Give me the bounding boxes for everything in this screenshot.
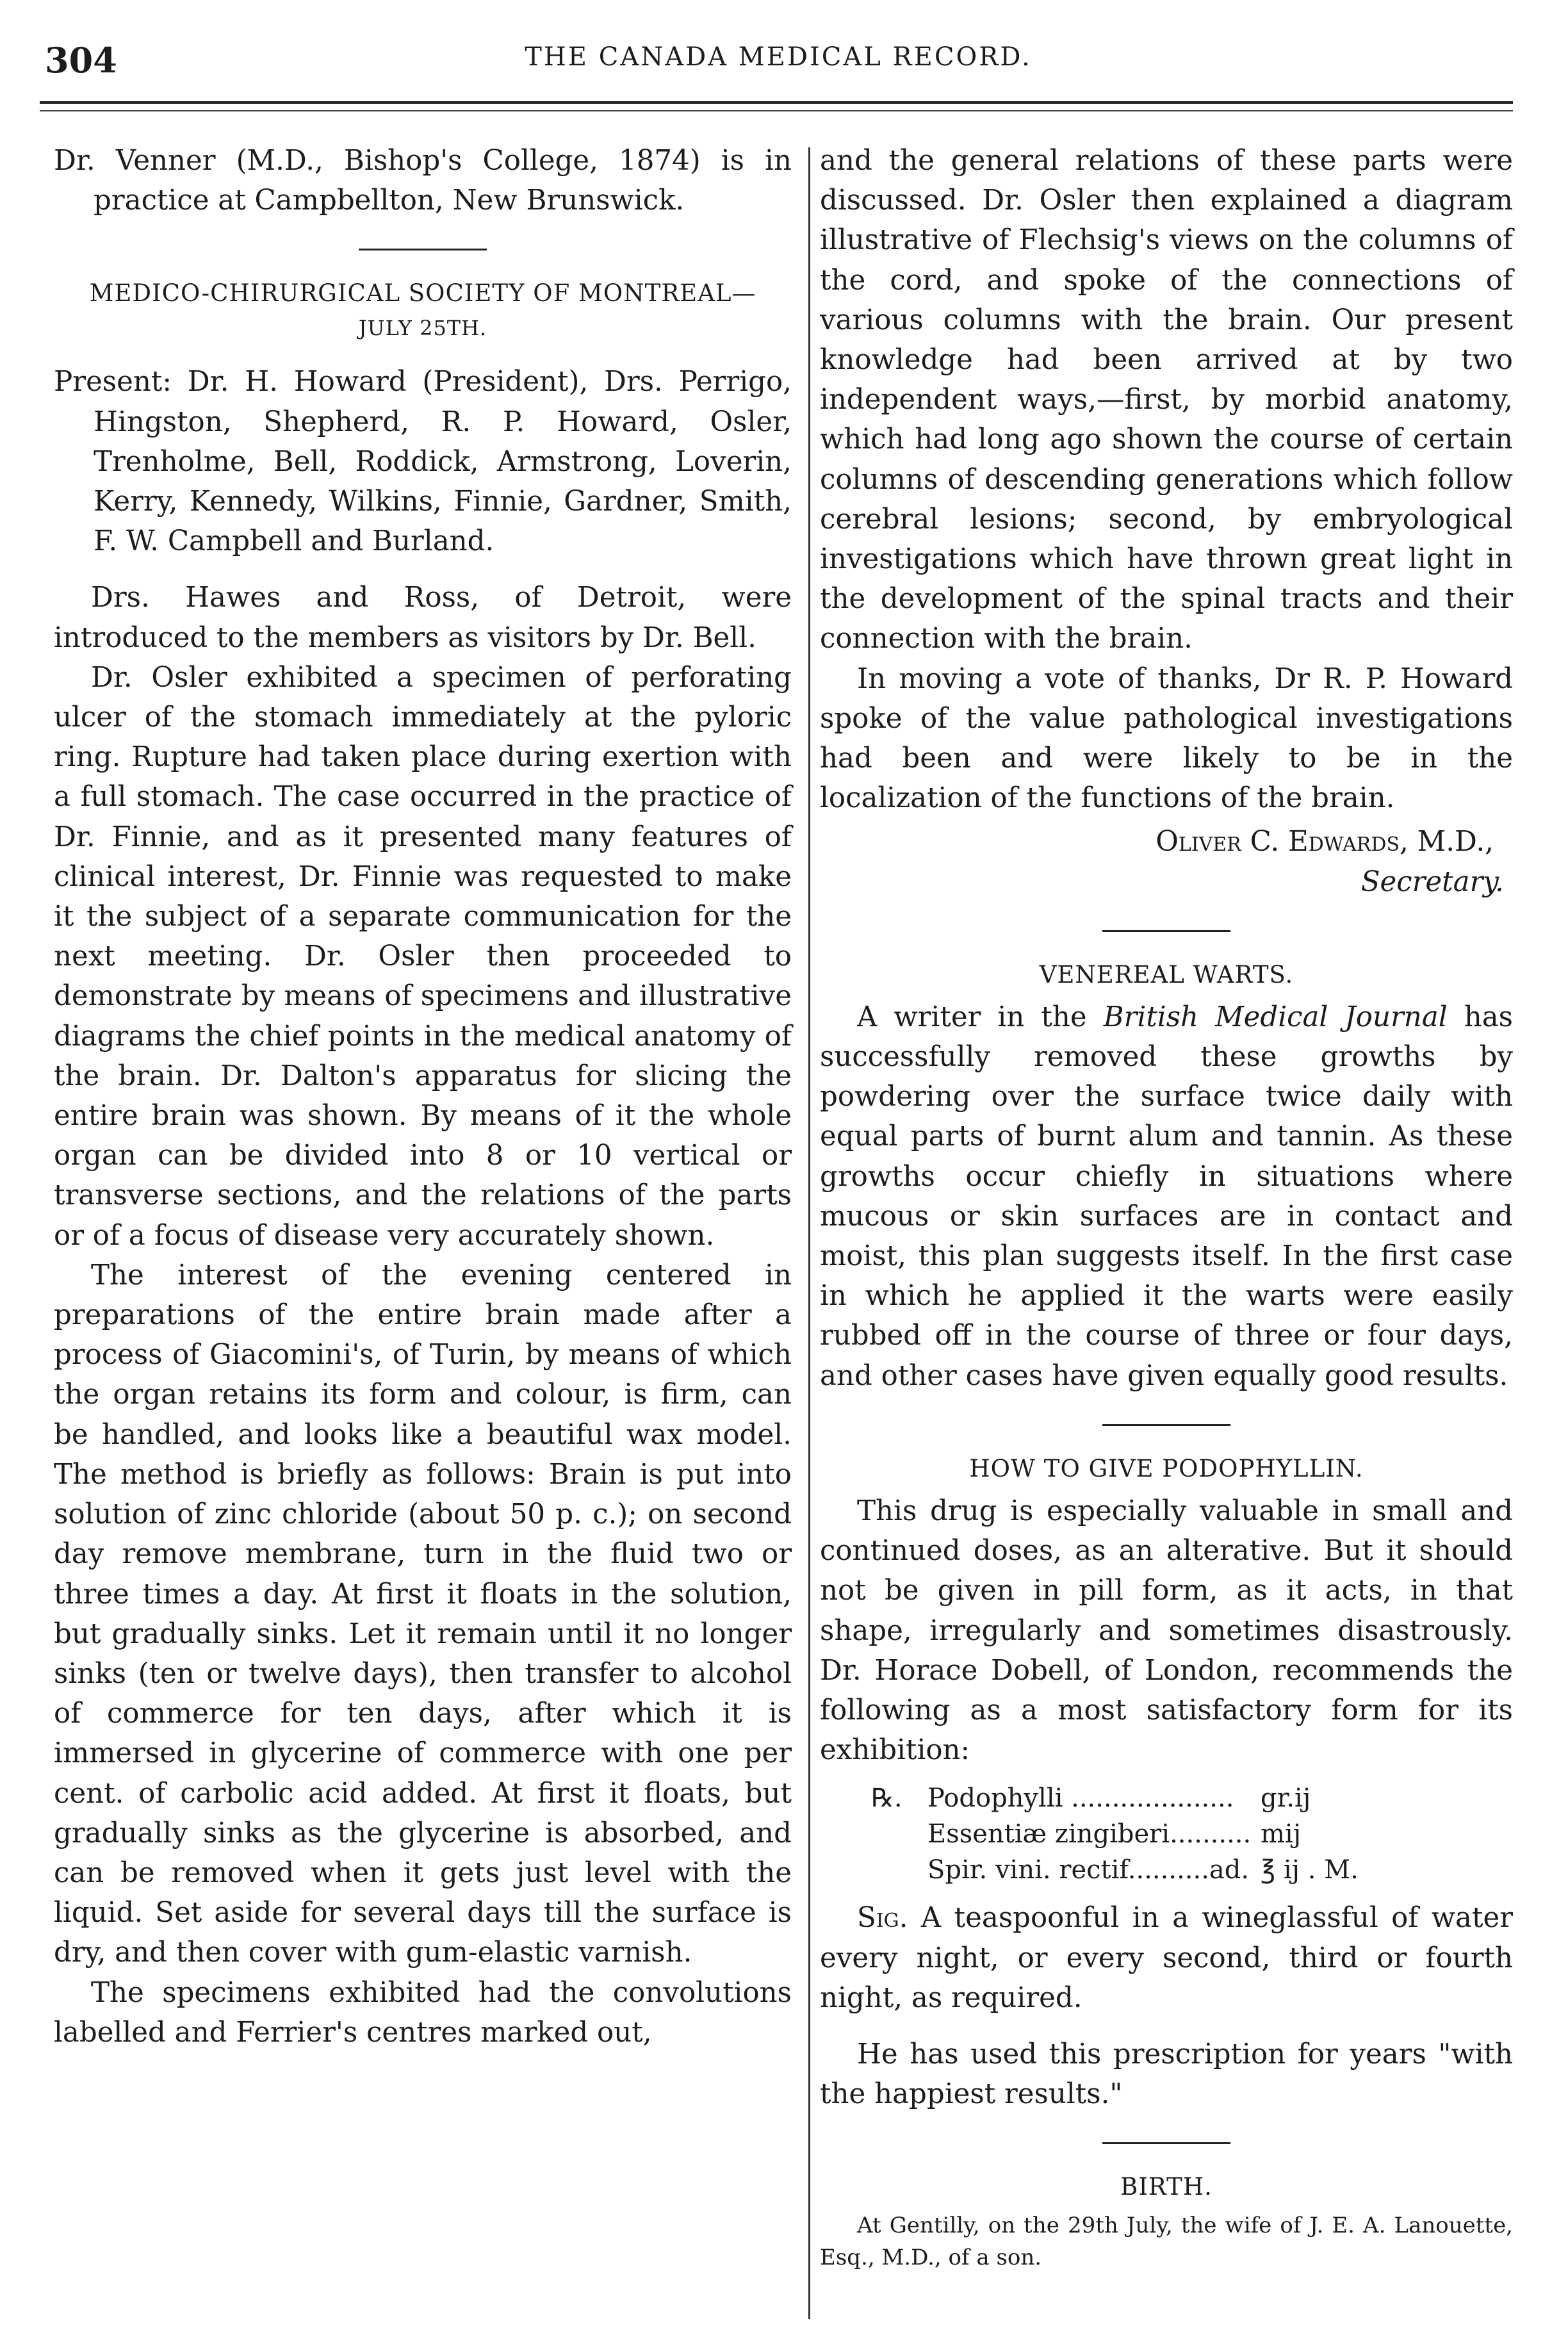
section-separator xyxy=(1102,1424,1230,1426)
society-heading: MEDICO-CHIRURGICAL SOCIETY OF MONTREAL— xyxy=(89,279,756,307)
ingredient-dose: mij xyxy=(1261,1819,1302,1849)
right-column xyxy=(820,141,1513,2274)
paragraph-sig xyxy=(820,1898,1513,2018)
paragraph-vote-of-thanks: In moving a vote of thanks, Dr R. P. Howard spoke of the value pathological investigations had been and were likely to be in the localization of the functions of the brain. xyxy=(820,662,1513,815)
prescription-line xyxy=(871,1780,1513,1816)
recipe-symbol: ℞. xyxy=(871,1783,902,1814)
section-separator xyxy=(1102,2142,1230,2144)
ingredient-dose: ℥ ij . M. xyxy=(1261,1855,1359,1885)
sig-label: Sig. xyxy=(857,1902,908,1935)
page-number: 304 xyxy=(45,40,117,81)
column-divider xyxy=(808,147,810,2319)
page-header xyxy=(45,35,1512,86)
venereal-warts-heading: VENEREAL WARTS. xyxy=(1039,960,1294,988)
left-column xyxy=(54,141,792,2053)
ingredient-name: Essentiæ zingiberi.......... xyxy=(927,1819,1252,1849)
ingredient-name: Spir. vini. rectif..........ad. xyxy=(927,1855,1250,1885)
paragraph-birth: At Gentilly, on the 29th July, the wife of J. E. A. Lanouette, Esq., M.D., of a son. xyxy=(820,2213,1513,2271)
section-separator xyxy=(1102,930,1230,932)
birth-heading: BIRTH. xyxy=(1120,2173,1213,2201)
paragraph-podophyllin: This drug is especially valuable in small and continued doses, as an alterative. But it should not be given in pill form, as it acts, in that shape, irregularly and sometimes disastrously. Dr. Horace Dobell, of London, recommends the following as a most satisfactory form for its exhibition: xyxy=(820,1495,1513,1767)
journal-title: British Medical Journal xyxy=(1103,1001,1448,1033)
warts-text-rest: has successfully removed these growths by powdering over the surface twice daily with equal parts of burnt alum and tannin. As these growths occur chiefly in situations where mucous or skin surfaces are in contact and moist, this plan suggests itself. In the first case in which he applied it the warts were easily rubbed off in the course of three or four days, and other cases have given equally good results. xyxy=(820,1001,1513,1392)
header-rule xyxy=(40,101,1513,104)
warts-text-start: A writer in the xyxy=(857,1001,1104,1033)
prescription-line xyxy=(871,1852,1513,1888)
paragraph-osler: Dr. Osler exhibited a specimen of perforating ulcer of the stomach immediately at the pyloric ring. Rupture had taken place during exertion with a full stomach. The case occurred in the practice of Dr. Finnie, and as it presented many features of clinical interest, Dr. Finnie was requested to make it the subject of a separate communication for the next meeting. Dr. Osler then proceeded to demonstrate by means of specimens and illustrative diagrams the chief points in the medical anatomy of the brain. Dr. Dalton's apparatus for slicing the entire brain was shown. By means of it the whole organ can be divided into 8 or 10 vertical or transverse sections, and the relations of the parts or of a focus of disease very accurately shown. xyxy=(54,661,792,1252)
paragraph-present: Present: Dr. H. Howard (President), Drs. Perrigo, Hingston, Shepherd, R. P. Howard, Osler, Trenholme, Bell, Roddick, Armstrong, Loverin, Kerry, Kennedy, Wilkins, Finnie, Gardner, Smith, F. W. Campbell and Burland. xyxy=(54,366,792,558)
recipe-symbol xyxy=(871,1816,927,1852)
header-rule-secondary xyxy=(40,110,1513,111)
paragraph-specimens: The specimens exhibited had the convolutions labelled and Ferrier's centres marked out, xyxy=(54,1976,792,2049)
paragraph-venereal-warts xyxy=(820,997,1513,1396)
paragraph-continuation: and the general relations of these parts were discussed. Dr. Osler then explained a diagram illustrative of Flechsig's views on the columns of the cord, and spoke of the connections of various columns with the brain. Our present knowledge had been arrived at by two independent ways,—first, by morbid anatomy, which had long ago shown the course of certain columns of descending generations which follow cerebral lesions; second, by embryological investigations which have thrown great light in the development of the spinal tracts and their connection with the brain. xyxy=(820,145,1513,655)
sig-text: A teaspoonful in a wineglassful of water every night, or every second, third or fourth night, as required. xyxy=(820,1902,1513,2014)
podophyllin-heading: HOW TO GIVE PODOPHYLLIN. xyxy=(969,1454,1364,1482)
section-separator xyxy=(359,249,487,250)
ingredient-name: Podophylli .................... xyxy=(927,1783,1234,1814)
signature-name: Oliver C. Edwards, M.D., xyxy=(1156,826,1494,858)
paragraph-prescription-use: He has used this prescription for years "with the happiest results." xyxy=(820,2038,1513,2111)
paragraph-interest: The interest of the evening centered in preparations of the entire brain made after a process of Giacomini's, of Turin, by means of which the organ retains its form and colour, is firm, can be handled, and looks like a beautiful wax model. The method is briefly as follows: Brain is put into solution of zinc chloride (about 50 p. c.); on second day remove membrane, turn in the fluid two or three times a day. At first it floats in the solution, but gradually sinks. Let it remain until it no longer sinks (ten or twelve days), then transfer to alcohol of commerce for ten days, after which it is immersed in glycerine of commerce with one per cent. of carbolic acid added. At first it floats, but gradually sinks as the glycerine is absorbed, and can be removed when it gets just level with the liquid. Set aside for several days till the surface is dry, and then cover with gum-elastic varnish. xyxy=(54,1259,792,1969)
ingredient-dose: gr.ij xyxy=(1261,1783,1311,1814)
paragraph-venner: Dr. Venner (M.D., Bishop's College, 1874) is in practice at Campbellton, New Brunswick. xyxy=(54,145,792,217)
signature-title: Secretary. xyxy=(1360,865,1504,898)
running-title: THE CANADA MEDICAL RECORD. xyxy=(525,42,1032,72)
society-subheading: JULY 25TH. xyxy=(358,316,487,341)
prescription xyxy=(871,1780,1513,1888)
prescription-line xyxy=(871,1816,1513,1852)
recipe-symbol xyxy=(871,1852,927,1888)
paragraph-visitors: Drs. Hawes and Ross, of Detroit, were introduced to the members as visitors by Dr. Bell. xyxy=(54,582,792,654)
